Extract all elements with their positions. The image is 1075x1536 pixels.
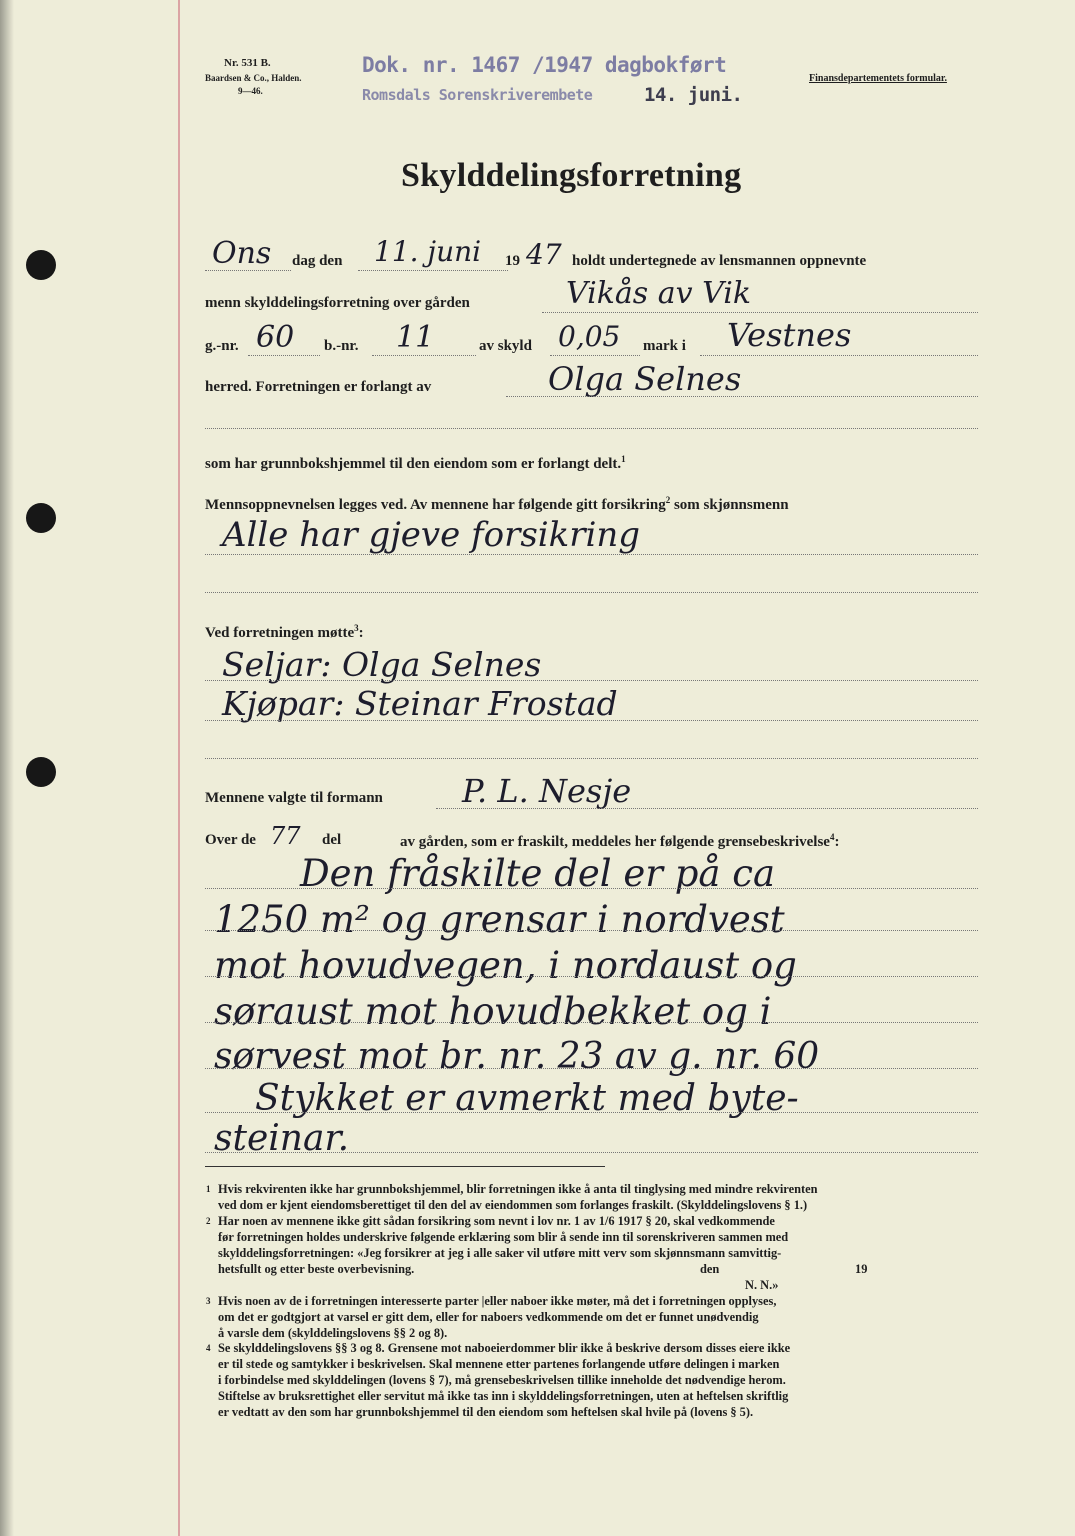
footnote-number: 2: [206, 1216, 211, 1226]
punch-hole: [26, 503, 56, 533]
footnote-text: hetsfullt og etter beste overbevisning.: [218, 1262, 415, 1276]
stamp-date: 14. juni.: [644, 84, 743, 106]
hw-buyer: Kjøpar: Steinar Frostad: [222, 684, 618, 723]
footnote-text: Se skylddelingslovens §§ 3 og 8. Grensene mot naboeierdommer blir ikke å beskrive dersom disses eiere ikke: [218, 1341, 791, 1355]
footnote-text: om det er godtgjort at varsel er gitt dem, eller for naboers vedkommende om det er funnet unødvendig: [218, 1310, 759, 1324]
hw-desc-line: sørvest mot br. nr. 23 av g. nr. 60: [214, 1036, 820, 1077]
footnote-text: ved dom er kjent eiendomsberettiget til den del av eiendommen som forlanges fraskilt. (Skylddelingslovens § 1.): [218, 1198, 808, 1212]
label-grunnbok: som har grunnbokshjemmel til den eiendom som er forlangt delt.$^1$: [205, 454, 626, 472]
form-number: Nr. 531 B.: [224, 57, 271, 69]
hw-insurance: Alle har gjeve forsikring: [222, 515, 641, 555]
footnote-nn: N. N.»: [745, 1278, 779, 1292]
footnote-rule: [205, 1166, 605, 1167]
label-bnr: b.-nr.: [324, 338, 359, 354]
footnote-text: Hvis rekvirenten ikke har grunnbokshjemmel, blir forretningen ikke å anta til tinglysing med mindre rekvirenten: [218, 1182, 818, 1196]
footnote-den: den: [700, 1262, 720, 1276]
document-title: Skylddelingsforretning: [401, 157, 742, 194]
footnote-text: å varsle dem (skylddelingslovens §§ 2 og 8).: [218, 1326, 448, 1340]
hw-desc-line: steinar.: [214, 1118, 350, 1159]
hw-year: 47: [526, 238, 562, 271]
footnote-year: 19: [855, 1262, 868, 1276]
hw-desc-line: Den fråskilte del er på ca: [300, 852, 776, 895]
footnote-text: før forretningen holdes underskrive følgende erklæring som blir å sende inn til sorenskriveren sammen med: [218, 1230, 789, 1244]
label-motte: Ved forretningen møtte$^3$:: [205, 623, 364, 641]
label-mennsoppnevnelsen: Mennsoppnevnelsen legges ved. Av mennene har følgende gitt forsikring$^2$ som skjønnsmenn: [205, 495, 789, 513]
hw-municipality: Vestnes: [727, 316, 852, 354]
label-skyld: av skyld: [479, 338, 532, 354]
label-grensebeskrivelse: av gården, som er fraskilt, meddeles her følgende grensebeskrivelse$^4$:: [400, 832, 840, 850]
label-herred: herred. Forretningen er forlangt av: [205, 379, 432, 395]
hw-desc-line: Stykket er avmerkt med byte-: [255, 1078, 799, 1119]
label-mark: mark i: [643, 338, 686, 354]
footnote-text: Hvis noen av de i forretningen interesserte parter |eller naboer ikke møter, må det i forretningen opplyses,: [218, 1294, 777, 1308]
hw-seller: Seljar: Olga Selnes: [222, 645, 542, 684]
hw-desc-line: mot hovudvegen, i nordaust og: [214, 944, 797, 987]
hw-bnr: 11: [396, 320, 435, 355]
court-stamp: Romsdals Sorenskriverembete: [362, 86, 593, 104]
footnote-number: 1: [206, 1184, 211, 1194]
label-dag: dag den: [292, 253, 343, 269]
hw-requested-by: Olga Selnes: [548, 360, 742, 398]
hw-skyld: 0,05: [558, 320, 621, 353]
footnote-text: skylddelingsforretningen: «Jeg forsikrer at jeg i alle saker vil utføre mitt verv som skjønnsmann samvittig-: [218, 1246, 782, 1260]
footnote-number: 3: [206, 1296, 211, 1306]
punch-hole: [26, 250, 56, 280]
scan-edge-shadow: [0, 0, 14, 1536]
hw-date: 11. juni: [374, 235, 482, 268]
footnote-text: Stiftelse av bruksrettighet eller servitut må ikke tas inn i skylddelingsforretningen, uten at heftelsen skriftlig: [218, 1389, 789, 1403]
footnote-text: er vedtatt av den som har grunnbokshjemmel til den eiendom som heftelsen skal hvile på (lovens § 5).: [218, 1405, 754, 1419]
label-del: del: [322, 832, 342, 848]
label-formann: Mennene valgte til formann: [205, 790, 383, 806]
year-prefix: 19: [505, 253, 520, 269]
label-gard: menn skylddelingsforretning over gården: [205, 295, 470, 311]
footnote-text: i forbindelse med skylddelingen (lovens § 7), må grensebeskrivelsen tillike inneholde det nødvendige herom.: [218, 1373, 786, 1387]
hw-part: 77: [270, 822, 301, 850]
hw-chairman: P. L. Nesje: [462, 772, 632, 810]
printer-name: Baardsen & Co., Halden.: [205, 73, 302, 83]
publisher-note: Finansdepartementets formular.: [809, 73, 947, 84]
hw-desc-line: søraust mot hovudbekket og i: [214, 990, 772, 1033]
footnote-text: er til stede og samtykker i beskrivelsen. Skal mennene etter partenes forlangende utføre delingen i marken: [218, 1357, 780, 1371]
margin-line: [178, 0, 180, 1536]
hw-gnr: 60: [256, 320, 295, 355]
hw-desc-line: 1250 m² og grensar i nordvest: [214, 898, 785, 941]
hw-weekday: Ons: [212, 236, 272, 271]
footnote-number: 4: [206, 1343, 211, 1353]
footnote-text: Har noen av mennene ikke gitt sådan forsikring som nevnt i lov nr. 1 av 1/6 1917 § 20, skal vedkommende: [218, 1214, 775, 1228]
label-gnr: g.-nr.: [205, 338, 239, 354]
label-holdt: holdt undertegnede av lensmannen oppnevnte: [572, 253, 867, 269]
hw-farm: Vikås av Vik: [566, 276, 752, 311]
print-date: 9—46.: [238, 86, 263, 96]
label-over-de: Over de: [205, 832, 256, 848]
registry-stamp: Dok. nr. 1467 /1947 dagbokført: [362, 53, 727, 77]
punch-hole: [26, 757, 56, 787]
